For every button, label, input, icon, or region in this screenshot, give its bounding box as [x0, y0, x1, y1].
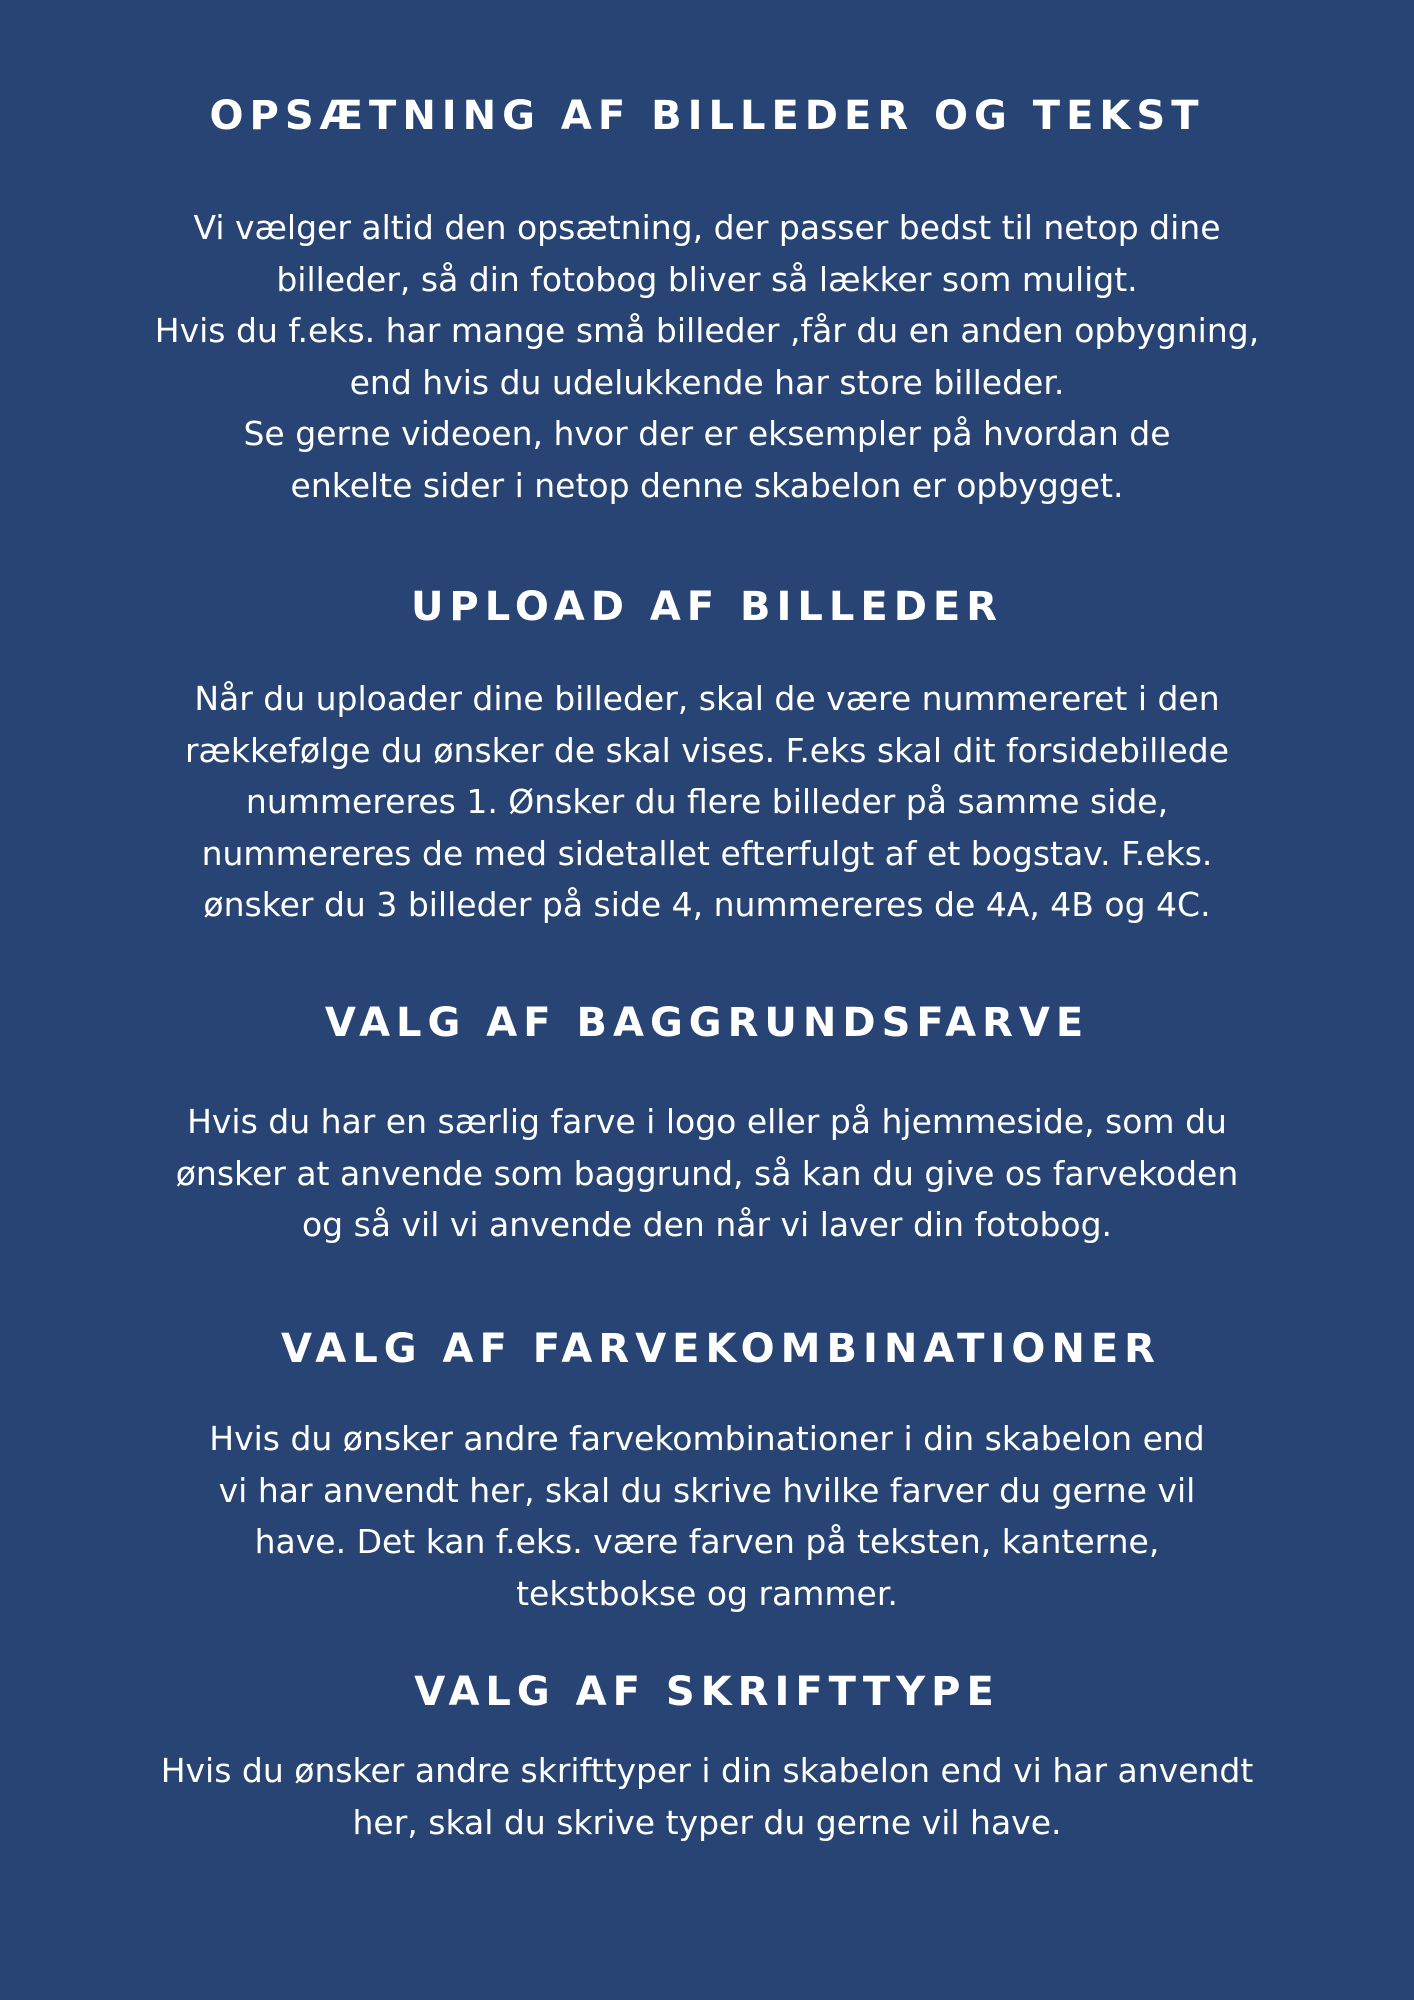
text-line: Se gerne videoen, hvor der er eksempler på hvordan de [243, 414, 1171, 453]
text-line: nummereres 1. Ønsker du flere billeder på samme side, [245, 782, 1169, 821]
text-line: Hvis du har en særlig farve i logo eller på hjemmeside, som du [187, 1102, 1227, 1141]
section-body-skrifttype [0, 1745, 1414, 1848]
text-line: Når du uploader dine billeder, skal de være nummereret i den [194, 679, 1220, 718]
section-heading-skrifttype: VALG AF SKRIFTTYPE [414, 1669, 1000, 1715]
text-line: Hvis du ønsker andre farvekombinationer i din skabelon end [209, 1419, 1205, 1458]
section-body-upload [0, 673, 1414, 931]
text-line: vi har anvendt her, skal du skrive hvilke farver du gerne vil [218, 1470, 1196, 1510]
text-line: Hvis du ønsker andre skrifttyper i din skabelon end vi har anvendt [160, 1751, 1254, 1790]
section-heading-farvekombinationer: VALG AF FARVEKOMBINATIONER [281, 1326, 1161, 1372]
text-line: end hvis du udelukkende har store billeder. [349, 362, 1065, 402]
section-heading-opsaetning: OPSÆTNING AF BILLEDER OG TEKST [209, 93, 1205, 139]
text-line: og så vil vi anvende den når vi laver din fotobog. [301, 1205, 1113, 1244]
text-line: nummereres de med sidetallet efterfulgt af et bogstav. F.eks. [201, 833, 1213, 873]
text-line: Vi vælger altid den opsætning, der passer bedst til netop dine [193, 208, 1221, 247]
text-line: have. Det kan f.eks. være farven på teksten, kanterne, [254, 1522, 1160, 1561]
text-line: rækkefølge du ønsker de skal vises. F.eks skal dit forsidebillede [184, 730, 1230, 770]
section-body-farvekombinationer [0, 1413, 1414, 1619]
text-line: ønsker du 3 billeder på side 4, nummereres de 4A, 4B og 4C. [203, 885, 1211, 924]
text-line: Hvis du f.eks. har mange små billeder ,får du en anden opbygning, [154, 311, 1260, 350]
text-line: ønsker at anvende som baggrund, så kan du give os farvekoden [175, 1153, 1239, 1193]
text-line: tekstbokse og rammer. [516, 1573, 898, 1613]
text-line: her, skal du skrive typer du gerne vil have. [352, 1802, 1062, 1842]
text-line: enkelte sider i netop denne skabelon er opbygget. [290, 465, 1124, 505]
section-body-baggrundsfarve [0, 1096, 1414, 1251]
section-body-opsaetning [0, 202, 1414, 511]
section-heading-upload: UPLOAD AF BILLEDER [410, 584, 1004, 630]
text-line: billeder, så din fotobog bliver så lækker som muligt. [276, 259, 1138, 299]
section-heading-baggrundsfarve: VALG AF BAGGRUNDSFARVE [324, 1000, 1090, 1046]
